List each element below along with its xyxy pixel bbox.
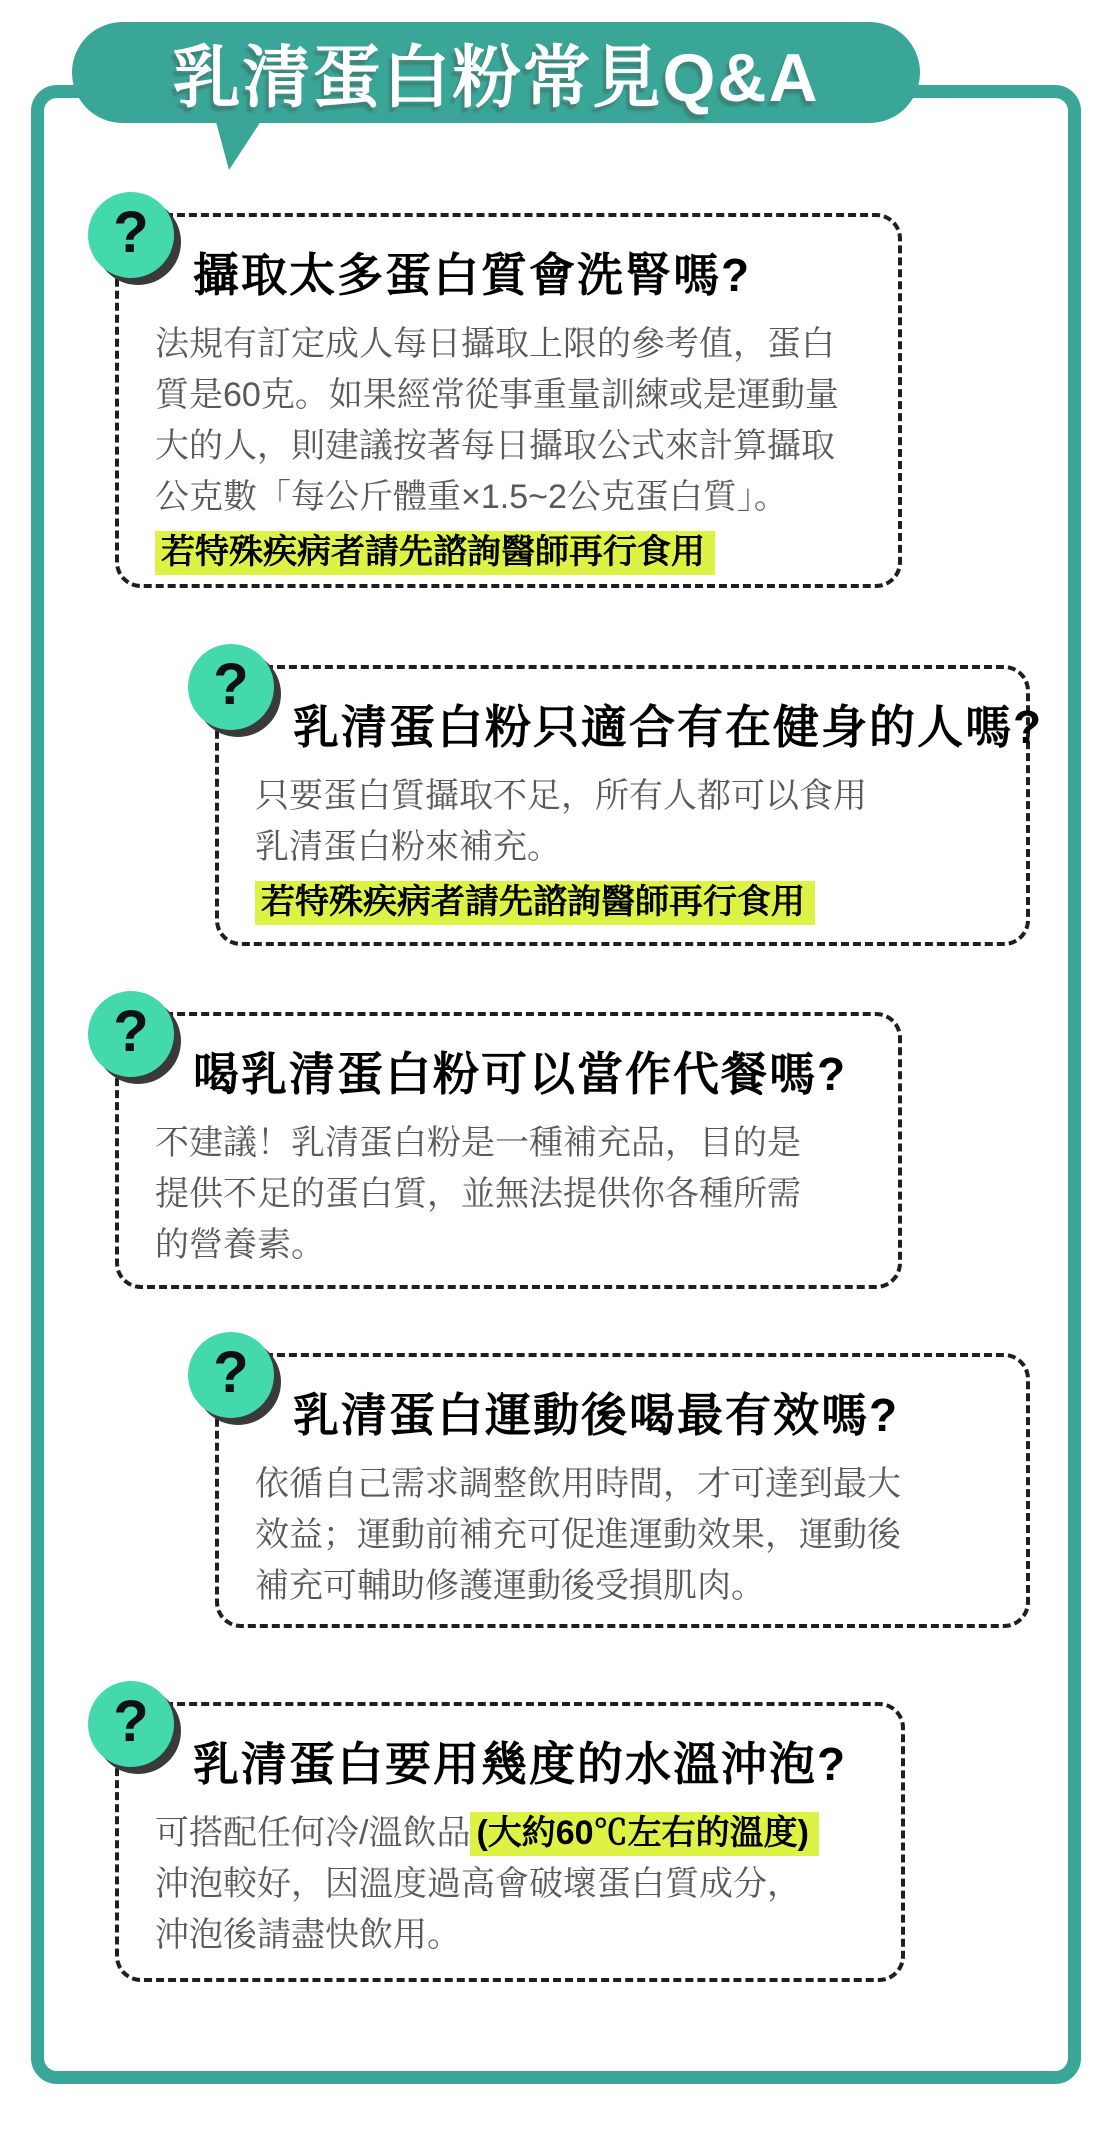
question-title: 乳清蛋白運動後喝最有效嗎? [293,1389,900,1441]
answer-segment: 不建議！乳清蛋白粉是一種補充品，目的是 [155,1124,801,1162]
answer-segment: 沖泡較好，因溫度過高會破壞蛋白質成分， [155,1865,801,1903]
answer-line [155,1910,901,1961]
answer-segment: 效益；運動前補充可促進運動效果，運動後 [255,1516,901,1554]
qa-box-3 [113,998,902,1289]
answer-line [255,771,1026,822]
answer-segment: 依循自己需求調整飲用時間，才可達到最大 [255,1465,901,1503]
question-title: 攝取太多蛋白質會洗腎嗎? [193,249,752,301]
question-title: 乳清蛋白要用幾度的水溫沖泡? [193,1738,848,1790]
question-mark-glyph: ? [213,651,249,717]
answer-segment: 沖泡後請盡快飲用。 [155,1916,461,1954]
qa-box-2 [213,651,1044,946]
answer-line [155,1859,901,1910]
answer-line [155,1808,901,1859]
answer-line [255,1561,1026,1612]
question-title: 喝乳清蛋白粉可以當作代餐嗎? [193,1048,848,1100]
question-icon [88,991,174,1077]
answer-line [155,370,898,421]
answer-text [155,1808,901,1961]
answer-segment: 大的人，則建議按著每日攝取公式來計算攝取 [155,427,835,465]
answer-line [255,822,1026,873]
question-icon [188,1332,274,1418]
answer-text [255,771,1026,928]
highlight-note [155,527,898,578]
answer-segment: 公克數「每公斤體重×1.5~2公克蛋白質」。 [155,478,788,516]
answer-line [155,1220,898,1271]
page-title: 乳清蛋白粉常見Q&A [172,40,820,116]
answer-segment: 乳清蛋白粉來補充。 [255,828,561,866]
question-icon [88,192,174,278]
question-title: 乳清蛋白粉只適合有在健身的人嗎? [293,701,1044,753]
answer-text [155,319,898,578]
qa-box-1 [113,199,902,588]
answer-line [155,1169,898,1220]
highlighted-text: 若特殊疾病者請先諮詢醫師再行食用 [155,531,715,575]
header-bubble [72,22,920,123]
question-mark-glyph: ? [113,1688,149,1754]
answer-text [155,1118,898,1271]
question-mark-glyph: ? [213,1339,249,1405]
qa-box-4 [213,1339,1030,1628]
question-icon [88,1681,174,1767]
answer-line [255,1510,1026,1561]
answer-segment: 只要蛋白質攝取不足，所有人都可以食用 [255,777,867,815]
answer-line [255,1459,1026,1510]
answer-text [255,1459,1026,1612]
question-mark-glyph: ? [113,998,149,1064]
highlighted-text: 若特殊疾病者請先諮詢醫師再行食用 [255,881,815,925]
speech-bubble-tail-icon [208,116,270,174]
answer-line [155,472,898,523]
answer-segment: 補充可輔助修護運動後受損肌肉。 [255,1567,765,1605]
highlighted-text: (大約60℃左右的溫度) [470,1812,818,1856]
answer-line [155,421,898,472]
qa-box-5 [113,1688,905,1982]
answer-segment: 法規有訂定成人每日攝取上限的參考值，蛋白 [155,325,835,363]
question-mark-glyph: ? [113,199,149,265]
answer-segment: 質是60克。如果經常從事重量訓練或是運動量 [155,376,839,414]
question-icon [188,644,274,730]
answer-segment: 的營養素。 [155,1226,325,1264]
answer-line [155,319,898,370]
answer-segment: 提供不足的蛋白質，並無法提供你各種所需 [155,1175,801,1213]
answer-segment: 可搭配任何冷/溫飲品 [155,1814,471,1852]
highlight-note [255,877,1026,928]
answer-line [155,1118,898,1169]
